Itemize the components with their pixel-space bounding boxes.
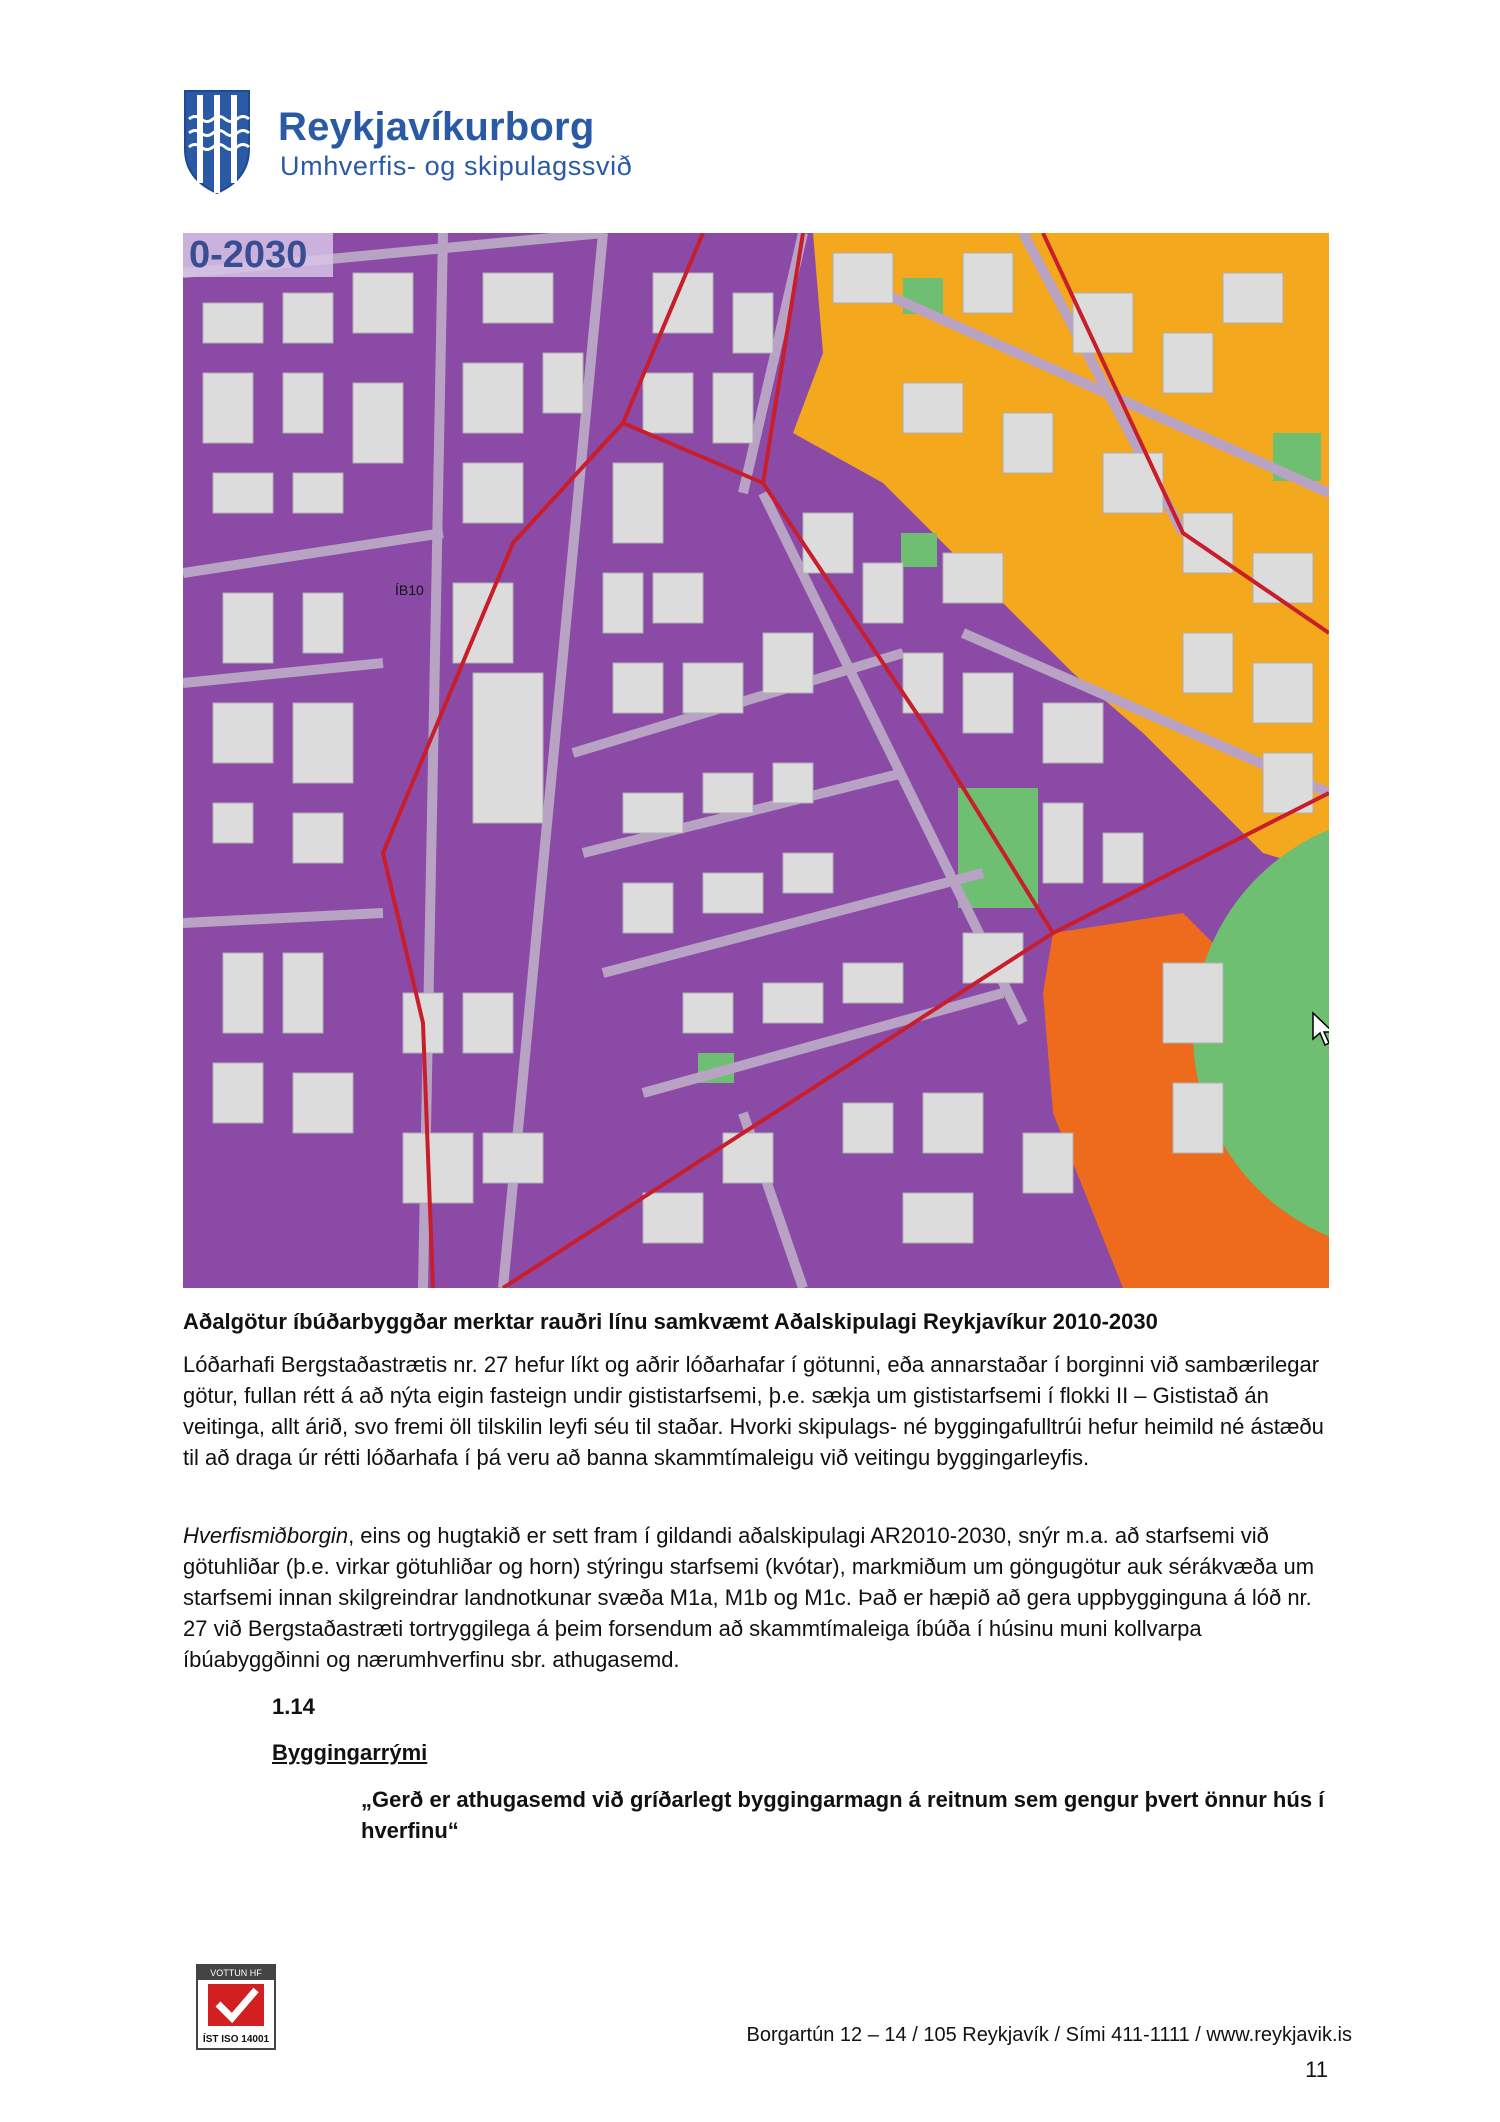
zoning-map [183, 233, 1329, 1288]
section-quote: „Gerð er athugasemd við gríðarlegt byggingarmagn á reitnum sem gengur þvert önnur hús í hverfinu“ [361, 1787, 1325, 1843]
section-title: Byggingarrými [272, 1740, 428, 1765]
map-label: 0-2030 [189, 234, 308, 276]
section-number: 1.14 [272, 1694, 315, 1719]
page-number: 11 [1305, 2057, 1328, 2082]
cert-bottom-text: ÍST ISO 14001 [202, 2034, 270, 2045]
zone-label: ÍB10 [395, 582, 424, 598]
paragraph-2-text: , eins og hugtakið er sett fram í gildandi aðalskipulagi AR2010-2030, snýr m.a. að starfsemi við götuhliðar (þ.e. virkar götuhliðar og horn) stýringu starfsemi (kvótar), markmiðum um göngugötur auk sérákvæða um starfsemi innan skilgreindrar landnotkunar svæða M1a, M1b og M1c. Það er hæpið að gera uppbygginguna á lóð nr. 27 við Bergstaðastræti tortryggilega á þeim forsendum að skammtímaleiga íbúða í húsinu muni kollvarpa íbúabyggðinni og nærumhverfinu sbr. athugasemd. [183, 1523, 1315, 1672]
paragraph-2 [183, 1520, 1333, 1675]
iso-certificate-logo [196, 1964, 276, 2050]
reykjavik-shield-logo [183, 89, 251, 195]
map-caption: Aðalgötur íbúðarbyggðar merktar rauðri línu samkvæmt Aðalskipulagi Reykjavíkur 2010-2030 [183, 1309, 1158, 1334]
checkmark-icon [208, 1984, 264, 2026]
cert-top-text: VOTTUN HF [198, 1966, 274, 1980]
org-name: Reykjavíkurborg [278, 105, 595, 149]
org-subtitle: Umhverfis- og skipulagssvið [280, 151, 633, 181]
green-area [901, 533, 937, 567]
paragraph-1: Lóðarhafi Bergstaðastrætis nr. 27 hefur líkt og aðrir lóðarhafar í götunni, eða annarstaðar í borginni við sambærilegar götur, fullan rétt á að nýta eigin fasteign undir gististarfsemi, þ.e. sækja um gististarfsemi í flokki II – Gististað án veitinga, allt árið, svo fremi öll tilskilin leyfi séu til staðar. Hvorki skipulags- né byggingafulltrúi hefur heimild né ástæðu til að draga úr rétti lóðarhafa í þá veru að banna skammtímaleigu við veitingu byggingarleyfis. [183, 1352, 1324, 1470]
map-canvas [183, 233, 1329, 1288]
footer-address: Borgartún 12 – 14 / 105 Reykjavík / Sími 411-1111 / www.reykjavik.is [746, 2024, 1352, 2046]
paragraph-2-term: Hverfismiðborgin [183, 1523, 349, 1548]
header [183, 89, 643, 199]
